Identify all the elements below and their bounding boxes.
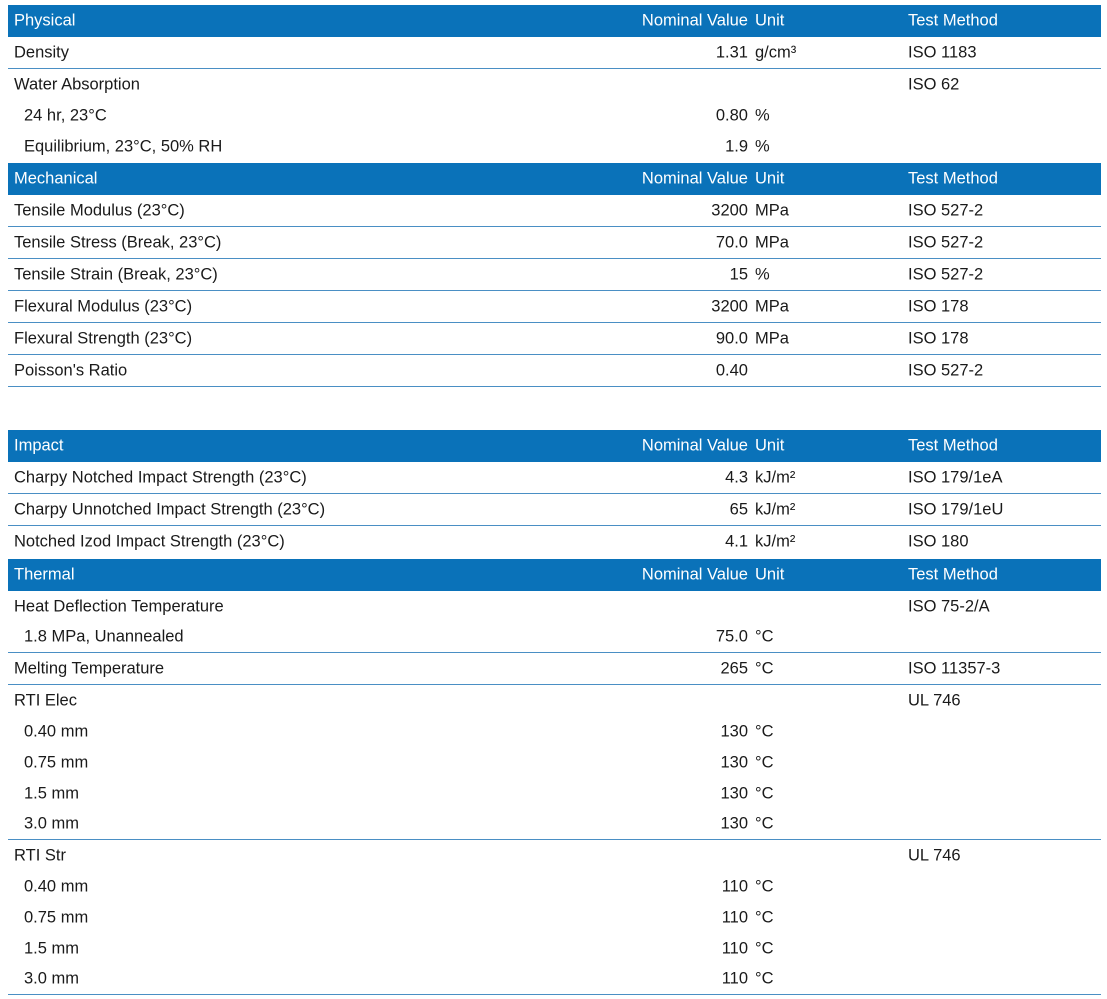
table-row (8, 653, 1101, 685)
section-title: Impact (14, 436, 64, 455)
property-name: Notched Izod Impact Strength (23°C) (14, 532, 285, 551)
nominal-value: 65 (729, 500, 748, 518)
nominal-value: 75.0 (715, 627, 748, 646)
table-row (8, 323, 1101, 355)
test-method-header: Test Method (908, 169, 998, 188)
property-name: Melting Temperature (14, 659, 165, 677)
property-name: RTI Elec (14, 691, 77, 709)
nominal-value: 130 (720, 753, 748, 771)
test-method: ISO 179/1eA (908, 468, 1003, 486)
property-name: Charpy Notched Impact Strength (23°C) (14, 468, 307, 486)
property-name: Poisson's Ratio (14, 361, 128, 379)
unit: kJ/m² (755, 468, 796, 486)
property-name: Tensile Modulus (23°C) (14, 201, 185, 219)
property-name: 3.0 mm (24, 969, 80, 988)
table-row (8, 840, 1101, 871)
unit: °C (755, 939, 774, 957)
unit: °C (755, 877, 774, 895)
test-method: UL 746 (908, 691, 961, 709)
nominal-value: 4.3 (725, 468, 748, 486)
property-name: 0.75 mm (24, 753, 89, 771)
physical-section (8, 5, 1101, 162)
nominal-value: 0.40 (715, 361, 748, 379)
test-method: ISO 180 (908, 532, 969, 551)
test-method: ISO 527-2 (908, 201, 984, 219)
unit: MPa (755, 297, 789, 315)
nominal-value: 130 (720, 722, 748, 740)
nominal-value: 130 (720, 814, 748, 833)
table-row (8, 526, 1101, 558)
test-method: ISO 1183 (908, 43, 977, 61)
table-row (8, 462, 1101, 494)
test-method: ISO 527-2 (908, 361, 984, 379)
table-row (8, 195, 1101, 227)
test-method-header: Test Method (908, 436, 998, 455)
unit: MPa (755, 329, 789, 347)
property-name: Heat Deflection Temperature (14, 597, 224, 615)
nominal-value-header: Nominal Value (641, 169, 748, 188)
nominal-value: 70.0 (715, 233, 748, 251)
property-name: Charpy Unnotched Impact Strength (23°C) (14, 500, 326, 518)
property-name: Tensile Stress (Break, 23°C) (14, 233, 222, 251)
unit-header: Unit (755, 11, 785, 30)
property-name: Equilibrium, 23°C, 50% RH (24, 137, 223, 155)
property-name: Flexural Strength (23°C) (14, 329, 193, 347)
nominal-value: 1.9 (725, 137, 748, 155)
section-title: Physical (14, 11, 76, 30)
nominal-value-header: Nominal Value (641, 11, 748, 30)
test-method: ISO 178 (908, 329, 969, 347)
nominal-value: 0.80 (715, 106, 748, 124)
table-row (8, 778, 1101, 809)
section-header-mechanical (8, 163, 1101, 195)
property-name: 1.5 mm (24, 784, 80, 802)
property-name: Water Absorption (14, 75, 140, 93)
property-name: 1.8 MPa, Unannealed (24, 627, 184, 646)
section-header-impact (8, 430, 1101, 462)
nominal-value: 110 (721, 969, 748, 988)
thermal-section (8, 559, 1101, 995)
table-row (8, 355, 1101, 387)
nominal-value: 110 (721, 908, 748, 926)
section-title: Mechanical (14, 169, 98, 188)
table-row (8, 809, 1101, 840)
table-row (8, 37, 1101, 69)
unit: % (755, 106, 770, 124)
unit: °C (755, 784, 774, 802)
mechanical-section (8, 163, 1101, 387)
unit: % (755, 137, 770, 155)
nominal-value: 110 (721, 877, 748, 895)
nominal-value: 1.31 (715, 43, 748, 61)
property-name: 0.40 mm (24, 722, 89, 740)
property-name: Density (14, 43, 70, 61)
table-row (8, 716, 1101, 747)
table-row (8, 291, 1101, 323)
nominal-value: 4.1 (725, 532, 748, 551)
property-name: 3.0 mm (24, 814, 80, 833)
table-row (8, 933, 1101, 964)
table-row (8, 747, 1101, 778)
property-name: RTI Str (14, 846, 66, 864)
property-name: 0.75 mm (24, 908, 89, 926)
test-method-header: Test Method (908, 11, 998, 30)
nominal-value: 130 (720, 784, 748, 802)
table-row (8, 871, 1101, 902)
unit: °C (755, 814, 774, 833)
unit: °C (755, 908, 774, 926)
property-name: 0.40 mm (24, 877, 89, 895)
nominal-value-header: Nominal Value (641, 565, 748, 584)
nominal-value: 265 (720, 659, 748, 677)
section-title: Thermal (14, 565, 75, 584)
unit: % (755, 265, 770, 283)
unit: g/cm³ (755, 43, 797, 61)
test-method: ISO 179/1eU (908, 500, 1004, 518)
nominal-value: 3200 (711, 297, 748, 315)
unit: °C (755, 659, 774, 677)
unit: MPa (755, 201, 789, 219)
table-row (8, 685, 1101, 716)
section-header-thermal (8, 559, 1101, 591)
table-row (8, 100, 1101, 131)
table-row (8, 259, 1101, 291)
test-method: UL 746 (908, 846, 961, 864)
nominal-value-header: Nominal Value (641, 436, 748, 455)
table-row (8, 227, 1101, 259)
test-method: ISO 178 (908, 297, 969, 315)
unit: kJ/m² (755, 532, 796, 551)
unit: MPa (755, 233, 789, 251)
table-row (8, 494, 1101, 526)
table-row (8, 591, 1101, 622)
nominal-value: 15 (729, 265, 748, 283)
test-method: ISO 527-2 (908, 233, 984, 251)
unit-header: Unit (755, 436, 785, 455)
nominal-value: 110 (721, 939, 748, 957)
property-name: Tensile Strain (Break, 23°C) (14, 265, 218, 283)
test-method: ISO 11357-3 (908, 659, 1001, 677)
table-row (8, 964, 1101, 995)
property-name: 1.5 mm (24, 939, 80, 957)
unit: kJ/m² (755, 500, 796, 518)
unit: °C (755, 753, 774, 771)
unit-header: Unit (755, 565, 785, 584)
property-name: 24 hr, 23°C (24, 106, 107, 124)
nominal-value: 90.0 (715, 329, 748, 347)
impact-section (8, 430, 1101, 558)
table-row (8, 902, 1101, 933)
unit-header: Unit (755, 169, 785, 188)
property-name: Flexural Modulus (23°C) (14, 297, 193, 315)
unit: °C (755, 969, 774, 988)
test-method: ISO 62 (908, 75, 960, 93)
test-method: ISO 75-2/A (908, 597, 990, 615)
unit: °C (755, 722, 774, 740)
table-row (8, 69, 1101, 100)
unit: °C (755, 627, 774, 646)
table-row (8, 131, 1101, 162)
table-row (8, 622, 1101, 653)
section-header-physical (8, 5, 1101, 37)
test-method: ISO 527-2 (908, 265, 984, 283)
test-method-header: Test Method (908, 565, 998, 584)
nominal-value: 3200 (711, 201, 748, 219)
